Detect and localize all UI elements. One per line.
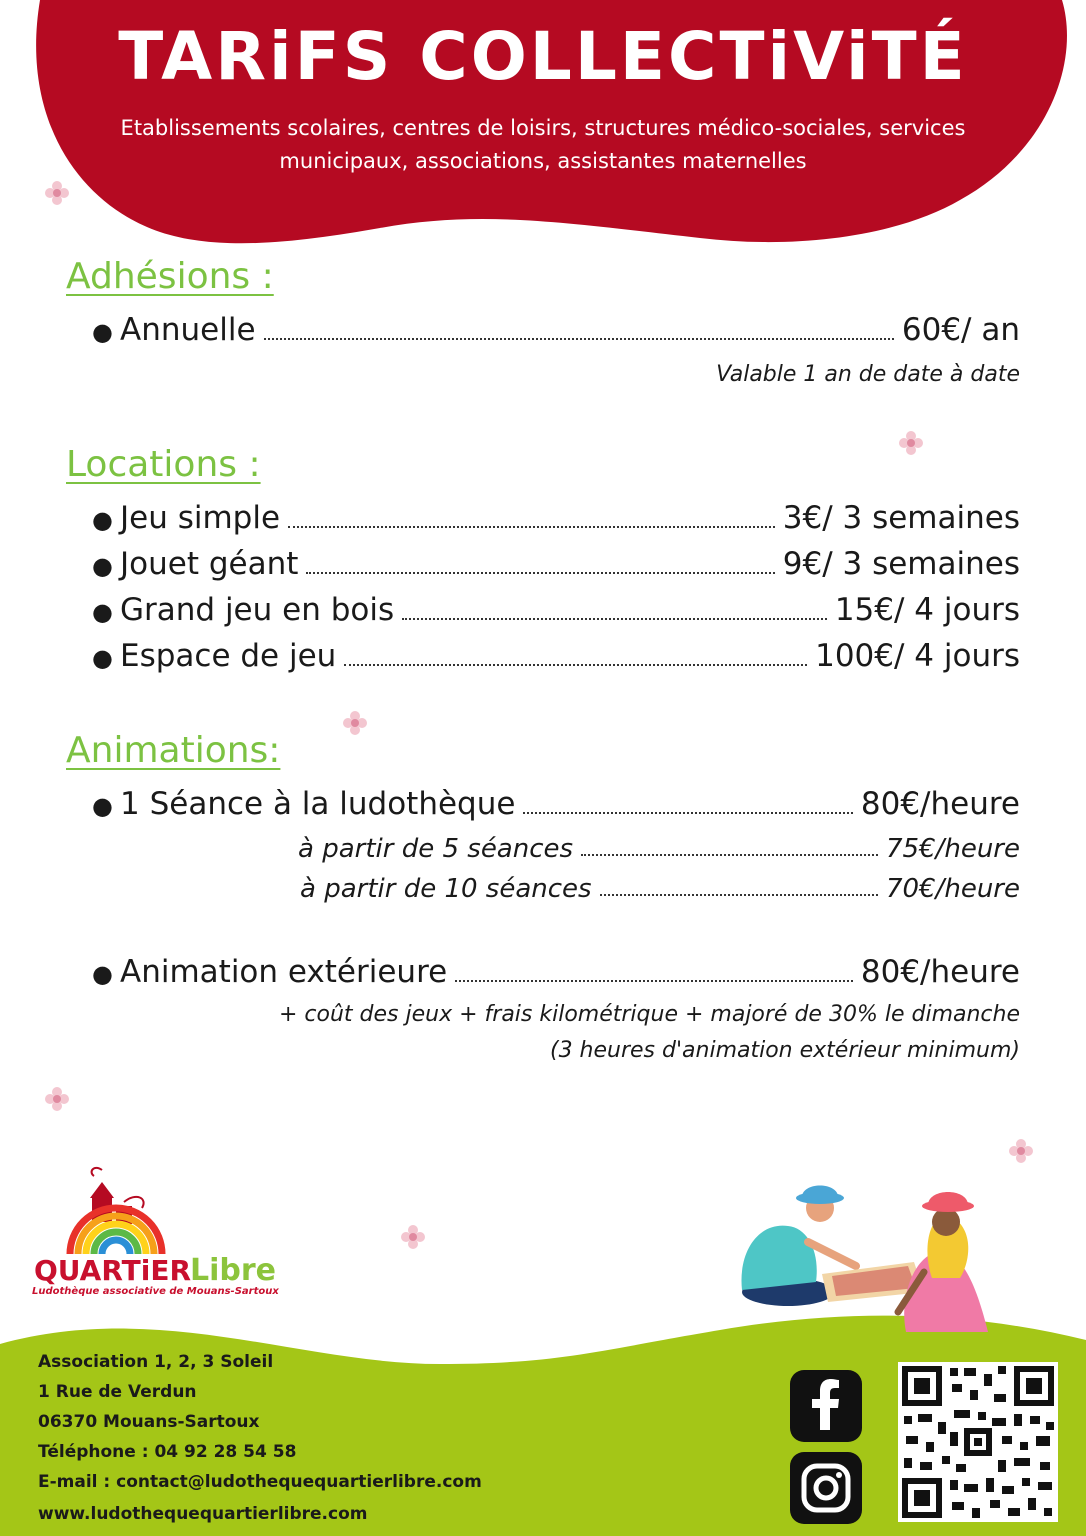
bullet-icon: ● xyxy=(92,792,113,820)
tier-price: 75€/heure xyxy=(885,834,1020,864)
dotted-leader xyxy=(344,664,807,666)
contact-line: Association 1, 2, 3 Soleil xyxy=(38,1352,274,1372)
bullet-icon: ● xyxy=(92,644,113,672)
item-price: 9€/ 3 semaines xyxy=(782,546,1020,582)
bullet-icon: ● xyxy=(92,506,113,534)
animation-note: + coût des jeux + frais kilométrique + majoré de 30% le dimanche xyxy=(279,1002,1020,1027)
item-price: 100€/ 4 jours xyxy=(815,638,1020,674)
list-item xyxy=(92,954,1020,990)
list-item xyxy=(92,638,1020,674)
flower-icon xyxy=(44,180,70,206)
list-item xyxy=(92,546,1020,582)
bullet-icon: ● xyxy=(92,598,113,626)
flower-icon xyxy=(44,1086,70,1112)
tier-label: à partir de 10 séances xyxy=(300,874,592,904)
flower-icon xyxy=(400,1224,426,1250)
item-label: Animation extérieure xyxy=(120,954,448,990)
item-price: 60€/ an xyxy=(901,312,1020,348)
dotted-leader xyxy=(581,854,878,856)
dotted-leader xyxy=(306,572,774,574)
logo-emblem xyxy=(64,1162,168,1258)
section-title-animations: Animations: xyxy=(66,730,281,771)
page-title: TARiFS COLLECTiViTÉ xyxy=(118,18,968,95)
qr-code[interactable] xyxy=(898,1362,1058,1522)
dotted-leader xyxy=(455,980,853,982)
item-label: Grand jeu en bois xyxy=(120,592,395,628)
children-playing-illustration xyxy=(728,1182,1028,1342)
dotted-leader xyxy=(523,812,852,814)
tier-label: à partir de 5 séances xyxy=(298,834,574,864)
list-item xyxy=(92,786,1020,822)
item-label: Espace de jeu xyxy=(120,638,337,674)
item-price: 3€/ 3 semaines xyxy=(782,500,1020,536)
logo-tagline: Ludothèque associative de Mouans-Sartoux xyxy=(32,1286,279,1297)
item-label: Jouet géant xyxy=(120,546,299,582)
facebook-icon[interactable] xyxy=(790,1370,862,1442)
flower-icon xyxy=(1008,1138,1034,1164)
item-label: 1 Séance à la ludothèque xyxy=(120,786,516,822)
list-item xyxy=(92,592,1020,628)
contact-phone[interactable]: Téléphone : 04 92 28 54 58 xyxy=(38,1442,297,1462)
animation-note: (3 heures d'animation extérieur minimum) xyxy=(549,1038,1020,1063)
tier-row xyxy=(298,834,1020,864)
bullet-icon: ● xyxy=(92,960,113,988)
dotted-leader xyxy=(264,338,894,340)
item-price: 80€/heure xyxy=(860,786,1020,822)
item-price: 15€/ 4 jours xyxy=(834,592,1020,628)
list-item xyxy=(92,312,1020,348)
flower-icon xyxy=(342,710,368,736)
instagram-icon[interactable] xyxy=(790,1452,862,1524)
contact-line: 06370 Mouans-Sartoux xyxy=(38,1412,260,1432)
flower-icon xyxy=(898,430,924,456)
dotted-leader xyxy=(600,894,878,896)
item-label: Annuelle xyxy=(120,312,256,348)
page-subtitle: Etablissements scolaires, centres de loisirs, structures médico-sociales, services municipaux, associations, assistantes maternelles xyxy=(120,116,966,173)
section-title-adhesions: Adhésions : xyxy=(66,256,274,297)
bullet-icon: ● xyxy=(92,318,113,346)
item-price: 80€/heure xyxy=(860,954,1020,990)
bullet-icon: ● xyxy=(92,552,113,580)
tier-price: 70€/heure xyxy=(885,874,1020,904)
tier-row xyxy=(300,874,1020,904)
contact-website[interactable]: www.ludothequequartierlibre.com xyxy=(38,1504,368,1524)
contact-email[interactable]: E-mail : contact@ludothequequartierlibre.com xyxy=(38,1472,482,1492)
adhesion-note: Valable 1 an de date à date xyxy=(716,362,1020,387)
dotted-leader xyxy=(402,618,827,620)
svg-text:QUARTiER: QUARTiER xyxy=(34,1254,192,1287)
item-label: Jeu simple xyxy=(120,500,281,536)
svg-text:Libre: Libre xyxy=(190,1253,277,1288)
dotted-leader xyxy=(288,526,775,528)
list-item xyxy=(92,500,1020,536)
section-title-locations: Locations : xyxy=(66,444,261,485)
contact-line: 1 Rue de Verdun xyxy=(38,1382,197,1402)
